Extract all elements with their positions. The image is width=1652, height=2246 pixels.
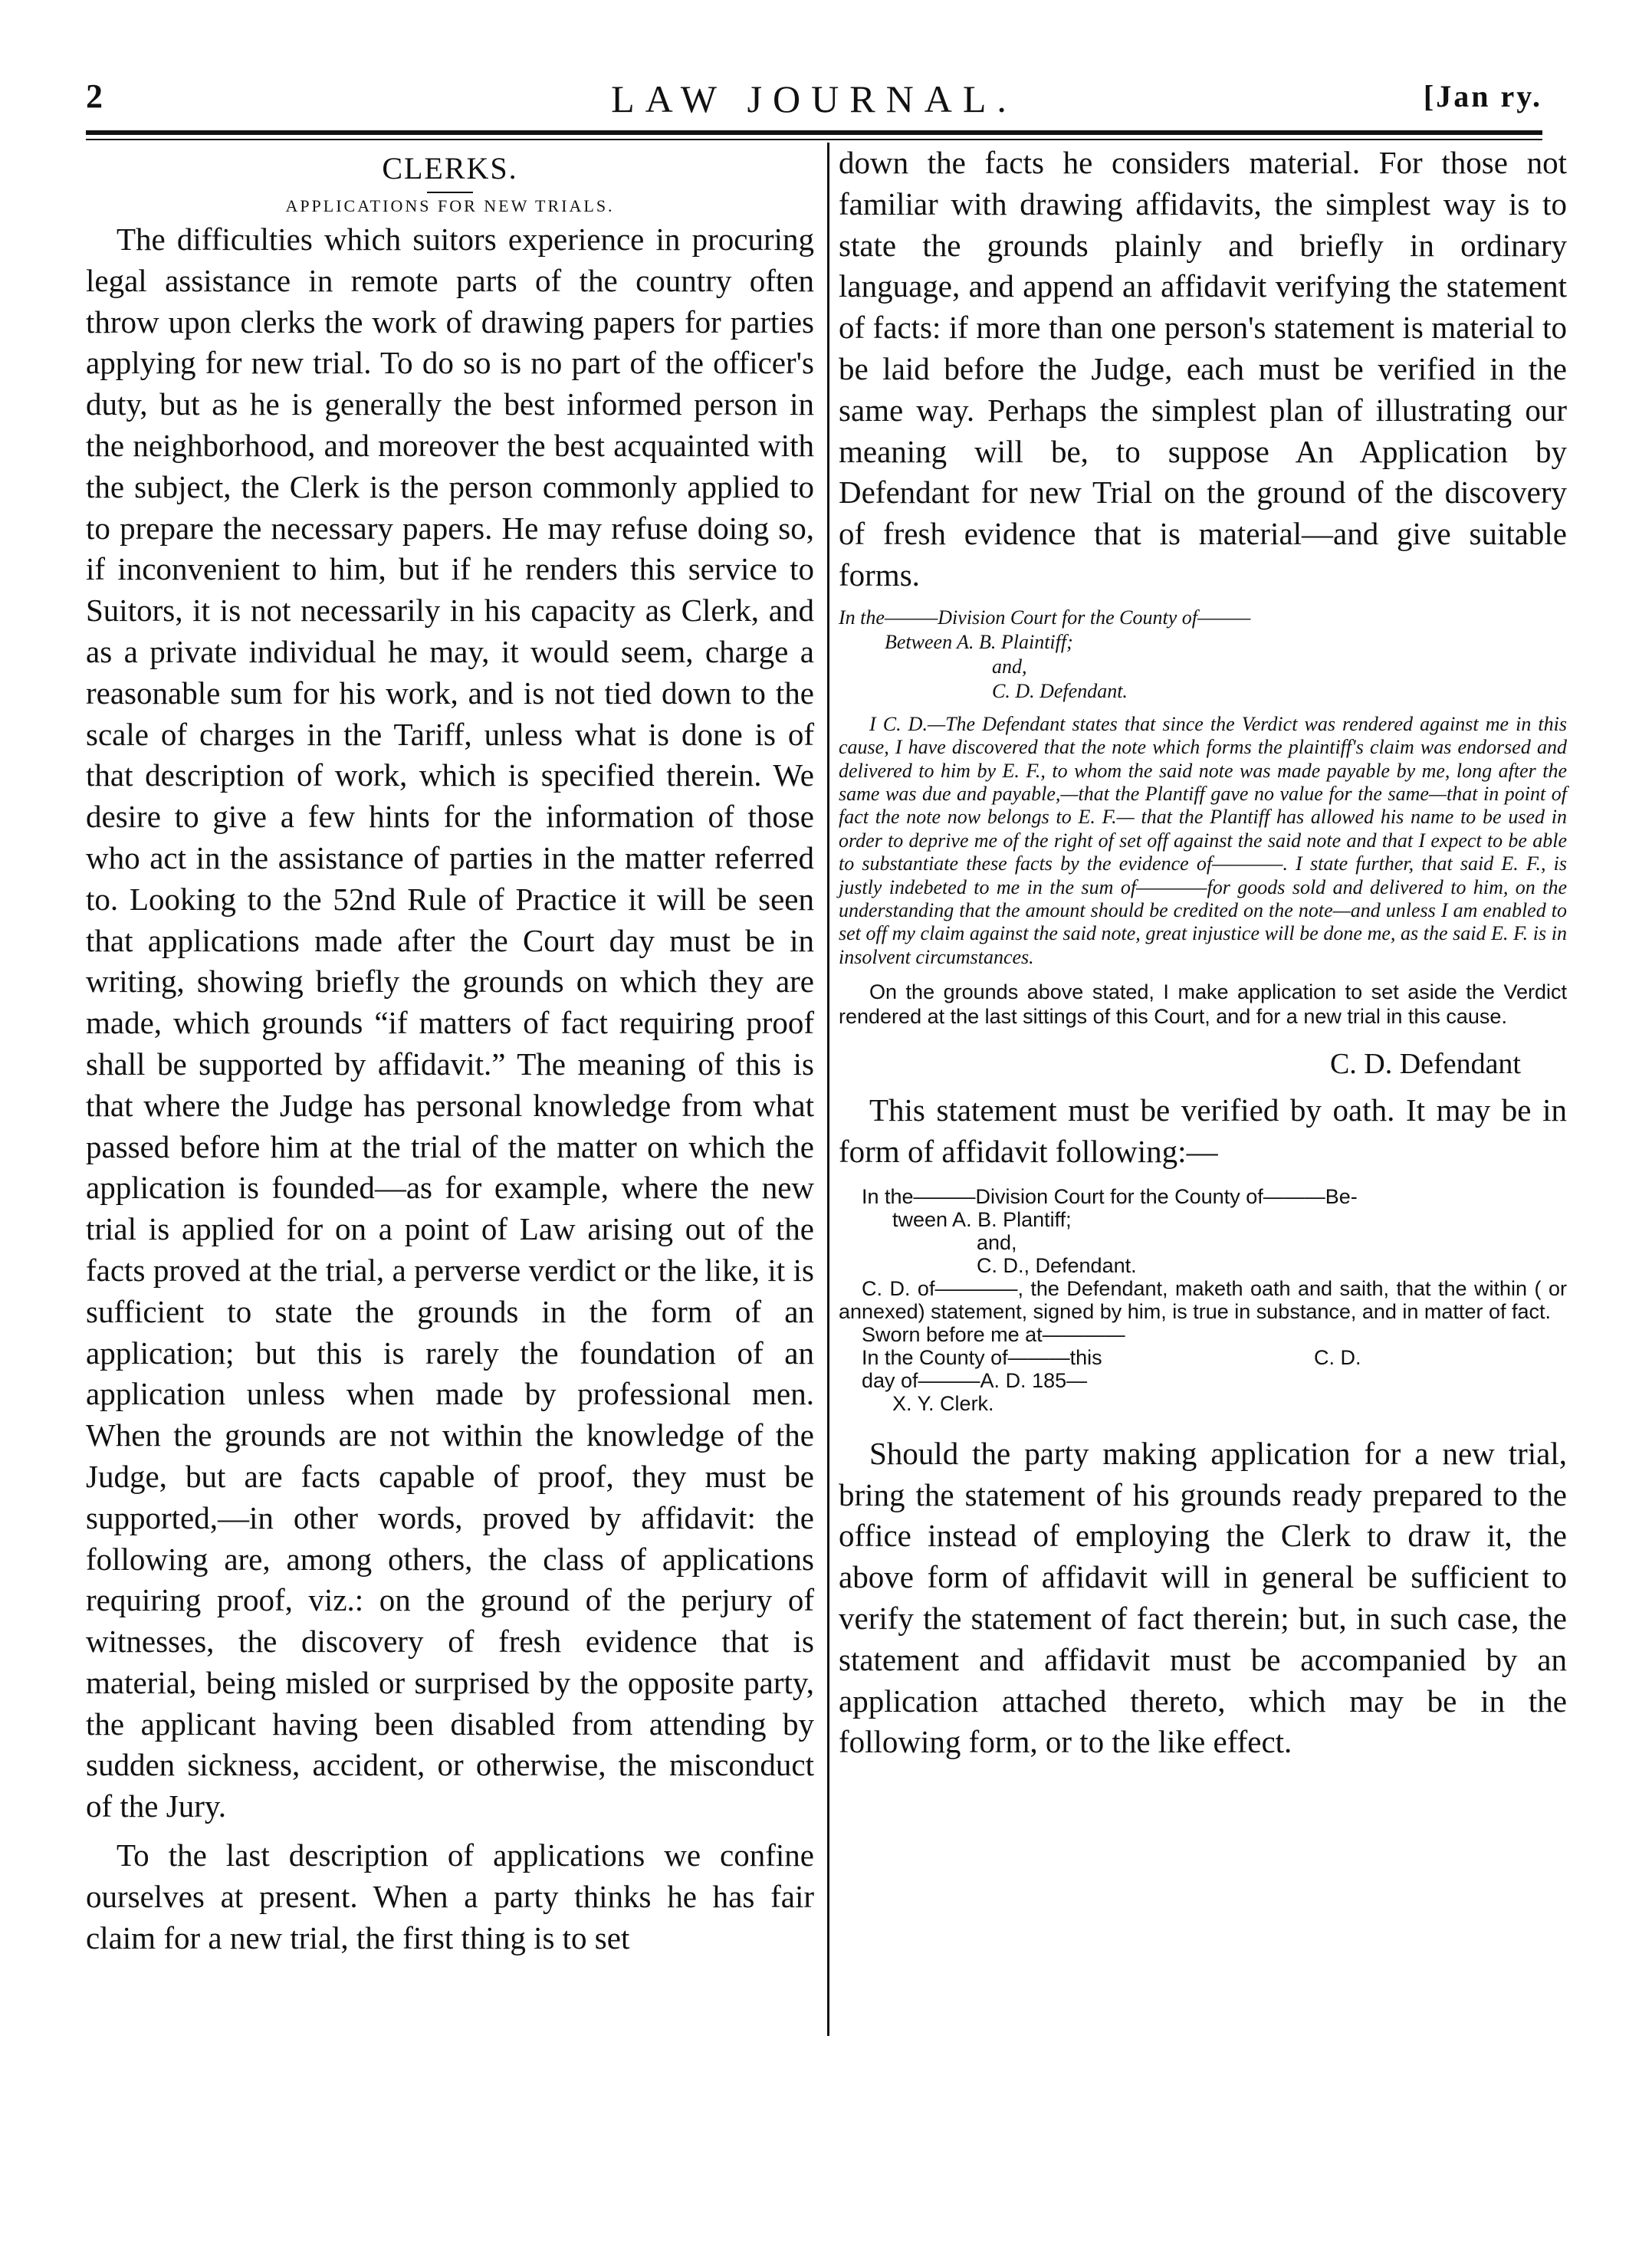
left-body — [86, 219, 814, 1959]
right-paragraph-3: Should the party making application for a new trial, bring the statement of his grounds ready prepared to the office instead of employing the Clerk to draw it, the above form of affidavit will in general be sufficient to verify the statement of fact therein; but, in such case, the statement and affidavit must be accompanied by an application attached thereto, which may be in the following form, or to the like effect. — [839, 1435, 1567, 1760]
left-column — [86, 143, 814, 1959]
column-divider — [827, 143, 829, 2036]
aff-sworn-line-3: day of———A. D. 185— — [862, 1368, 1088, 1392]
aff-parties-line: tween A. B. Plantiff; — [892, 1207, 1072, 1231]
left-paragraph-2: To the last description of applications we confine ourselves at present. When a party thinks he has fair claim for a new trial, the first thing is to set — [86, 1837, 814, 1955]
form-and-line: and, — [992, 655, 1027, 678]
aff-defendant-line: C. D., Defendant. — [977, 1253, 1137, 1277]
right-column — [839, 143, 1567, 1763]
aff-sworn-line-1: Sworn before me at———— — [862, 1322, 1125, 1346]
aff-court-line: In the———Division Court for the County of———Be- — [862, 1184, 1358, 1208]
aff-and-line: and, — [977, 1230, 1017, 1254]
section-subtitle: APPLICATIONS FOR NEW TRIALS. — [285, 196, 615, 215]
aff-sworn-line-2 — [839, 1346, 1567, 1369]
grounds-block — [839, 980, 1567, 1029]
form-court-line: In the———Division Court for the County of——— — [839, 606, 1251, 629]
form-defendant-line: C. D. Defendant. — [992, 679, 1128, 702]
issue-date: [Jan ry. — [1423, 79, 1542, 113]
right-paragraph-2: This statement must be verified by oath. It may be in form of affidavit following:— — [839, 1092, 1567, 1170]
header-rule-thin — [86, 139, 1542, 140]
form-parties-line: Between A. B. Plaintiff; — [885, 630, 1073, 653]
section-rule — [427, 192, 473, 193]
page-number: 2 — [86, 77, 103, 115]
aff-clerk-line: X. Y. Clerk. — [892, 1391, 994, 1415]
journal-title: LAW JOURNAL. — [611, 77, 1017, 120]
header-rule-thick — [86, 130, 1542, 135]
verification-note — [839, 1090, 1567, 1173]
form-statement: I C. D.—The Defendant states that since the Verdict was rendered against me in this cause, I have discovered that the note which forms the plaintiff's claim was endorsed and delivered to him by E. F., to whom the said note was made payable by me, long after the same was due and payable,—that the Plantiff gave no value for the same—that in point of fact the note now belongs to E. F.— that the Plantiff has allowed his name to be used in order to deprive me of the right of set off against the said note and that I expect to be able to substantiate these facts by the evidence of————. I state further, that said E. F., is justly indebeted to me in the sum of————for goods sold and delivered to him, on the understanding that the amount should be credited on the note—and unless I am enabled to set off my claim against the said note, great injustice will be done me, as the said E. F. is in insolvent circumstances. — [839, 712, 1567, 968]
section-title: CLERKS. — [382, 151, 518, 186]
closing-body — [839, 1433, 1567, 1763]
signature-defendant: C. D. Defendant — [1329, 1048, 1521, 1081]
grounds-text: On the grounds above stated, I make application to set aside the Verdict rendered at the last sittings of this Court, and for a new trial in this cause. — [839, 980, 1567, 1029]
affidavit-form — [839, 1185, 1567, 1415]
running-header — [86, 77, 1542, 123]
application-form — [839, 606, 1567, 969]
left-paragraph-1: The difficulties which suitors experience in procuring legal assistance in remote parts of the country often throw upon clerks the work of drawing papers for parties applying for new trial. To do so is no part of the officer's duty, but as he is generally the best informed person in the neighborhood, and moreover the best acquainted with the subject, the Clerk is the person commonly applied to to prepare the necessary papers. He may refuse doing so, if inconvenient to him, but if he renders this service to Suitors, it is not necessarily in his capacity as Clerk, and as a private individual he may, it would seem, charge a reasonable sum for his work, and is not tied down to the scale of charges in the Tariff, unless what is done is of that description of work, which is specified therein. We desire to give a few hints for the information of those who act in the assistance of parties in the matter referred to. Looking to the 52nd Rule of Practice it will be seen that applications made after the Court day must be in writing, showing briefly the grounds on which they are made, which grounds “if matters of fact requiring proof shall be supported by affidavit.” The meaning of this is that where the Judge has personal knowledge from what passed before him at the trial of the matter on which the application is founded—as for example, where the new trial is applied for on a point of Law arising out of the facts proved at the trial, a perverse verdict or the like, it is sufficient to state the grounds in the form of an application; but this is rarely the foundation of an application unless when made by professional men. When the grounds are not within the knowledge of the Judge, but are facts capable of proof, they must be supported,—in other words, proved by affidavit: the following are, among others, the class of applications requiring proof, viz.: on the ground of the perjury of witnesses, the discovery of fresh evidence that is material, being misled or surprised by the opposite party, the applicant having been disabled from attending by sudden sickness, accident, or otherwise, the misconduct of the Jury. — [86, 222, 814, 1824]
aff-signature: C. D. — [1314, 1345, 1361, 1369]
aff-sworn-county: In the County of———this — [862, 1345, 1102, 1369]
right-body — [839, 143, 1567, 596]
right-paragraph-1: down the facts he considers material. For those not familiar with drawing affidavits, the simplest way is to state the grounds plainly and briefly in ordinary language, and append an affidavit verifying the statement of facts: if more than one person's statement is material to be laid before the Judge, each must be verified in the same way. Perhaps the simplest plan of illustrating our meaning will be, to suppose An Application by Defendant for new Trial on the ground of the discovery of fresh evidence that is material—and give suitable forms. — [839, 145, 1567, 593]
aff-body: C. D. of————, the Defendant, maketh oath and saith, that the within ( or annexed) statement, signed by him, is true in substance, and in matter of fact. — [839, 1276, 1567, 1323]
